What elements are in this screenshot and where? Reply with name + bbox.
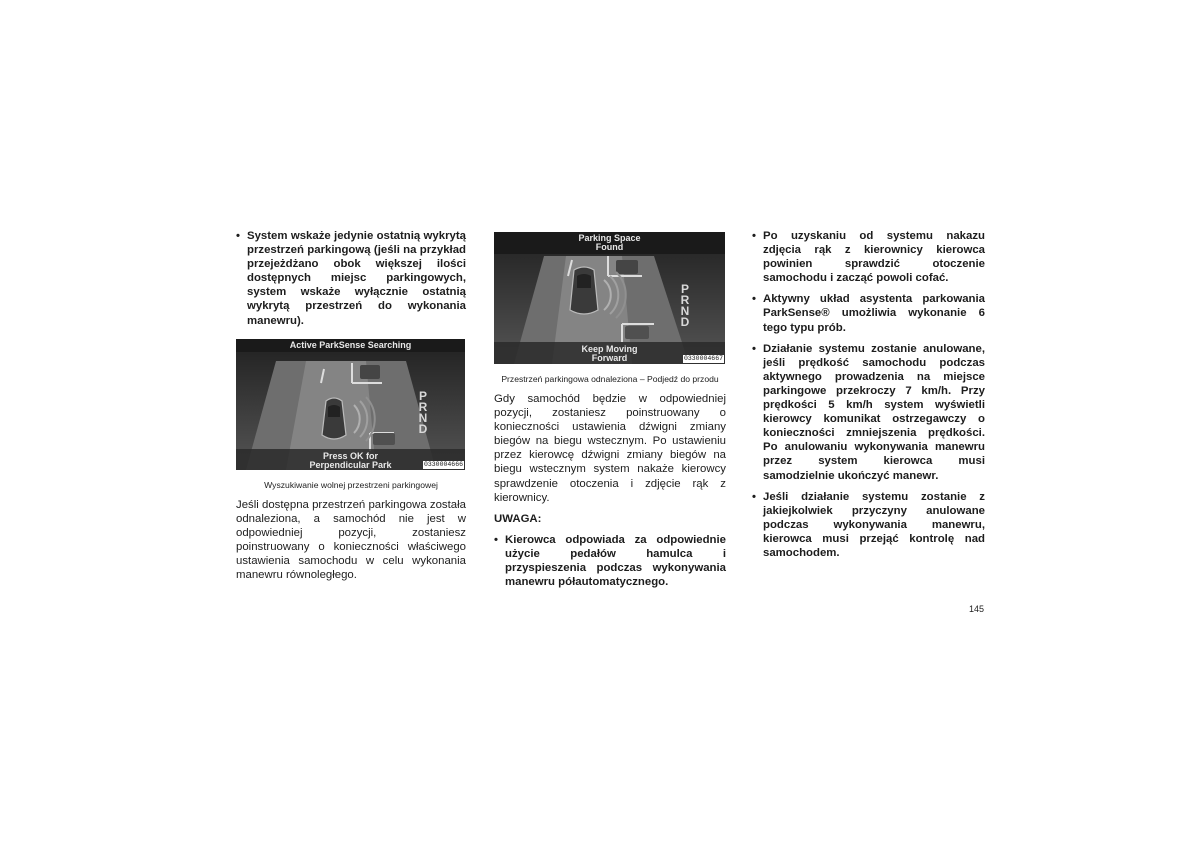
bullet-symbol: • — [752, 293, 756, 306]
bullet-text: Kierowca odpowiada za odpowiednie użycie pedałów hamulca i przyspieszenia podczas wykonywania manewru półautomatycznego. — [505, 533, 726, 589]
list-item — [752, 490, 985, 560]
figure-caption: Przestrzeń parkingowa odnaleziona – Podjedź do przodu — [501, 374, 719, 384]
gear-indicator — [679, 284, 691, 328]
bullet-symbol: • — [236, 230, 240, 242]
bullet-text: System wskaże jedynie ostatnią wykrytą przestrzeń parkingową (jeśli na przykład przejeżdżano obok większej ilości dostępnych miejsc parkingowych, system wskaże wyłącznie ostatnią wykrytą przestrzeń do wykonania manewru). — [247, 230, 466, 327]
display-top-label-line-1: Parking Space — [578, 233, 641, 243]
column-3 — [752, 229, 985, 567]
body-paragraph: Jeśli dostępna przestrzeń parkingowa została odnaleziona, a samochód nie jest w odpowiedniej pozycji, zostaniesz poinstruowany o konieczności właściwego ustawienia samochodu w celu wykonania manewru równoległego. — [236, 498, 466, 582]
list-item — [752, 342, 985, 483]
bullet-text: Działanie systemu zostanie anulowane, jeśli prędkość samochodu podczas aktywnego prowadzenia na miejsce parkingowe przekroczy 7 km/h. Przy prędkości 5 km/h system wyświetli kierowcy komunikat ostrzegawczy o konieczności zmniejszenia prędkości. Po anulowaniu wykonywania manewru przez system kierowca musi samodzielnie ukończyć manewr. — [763, 342, 985, 482]
bullet-symbol: • — [752, 342, 756, 355]
gear-indicator — [417, 388, 429, 436]
gear-d: D — [418, 421, 428, 436]
bullet-text: Po uzyskaniu od systemu nakazu zdjęcia rąk z kierownicy kierowca powinien sprawdzić otoczenie samochodu i zacząć powoli cofać. — [763, 230, 985, 285]
figure-parking-space-found — [494, 232, 725, 364]
display-top-label-line-2: Found — [595, 242, 624, 252]
gear-p: P — [418, 388, 427, 403]
bullet-text: Aktywny układ asystenta parkowania ParkSense® umożliwia wykonanie 6 tego typu prób. — [763, 293, 985, 334]
list-item — [752, 229, 985, 285]
list-item — [752, 292, 985, 334]
figure-caption: Wyszukiwanie wolnej przestrzeni parkingowej — [264, 479, 438, 490]
gear-p: P — [680, 282, 689, 296]
bullet-symbol: • — [494, 533, 498, 546]
figure-code: 0330004667 — [683, 355, 723, 362]
column-1 — [236, 229, 466, 582]
bullet-symbol: • — [752, 490, 756, 503]
gear-d: D — [680, 315, 690, 329]
display-top-label: Active ParkSense Searching — [289, 339, 412, 350]
bullet-list — [494, 533, 726, 589]
gear-n: N — [418, 410, 428, 425]
figure-code: 0330004666 — [423, 460, 463, 468]
list-item — [494, 533, 726, 589]
display-bottom-label-line-2: Forward — [591, 353, 628, 363]
display-bottom-label-line-1: Press OK for — [322, 450, 379, 461]
bullet-list — [236, 229, 466, 328]
bullet-text: Jeśli działanie systemu zostanie z jakiejkolwiek przyczyny anulowane podczas wykonywania manewru, kierowca musi przejąć kontrolę nad samochodem. — [763, 490, 985, 559]
note-heading: UWAGA: — [494, 512, 542, 525]
figure-parksense-searching — [236, 339, 465, 470]
page-number: 145 — [969, 604, 985, 614]
display-bottom-label-line-1: Keep Moving — [581, 344, 638, 354]
gear-r: R — [418, 399, 428, 414]
list-item — [236, 229, 466, 328]
gear-r: R — [680, 293, 690, 307]
body-paragraph: Gdy samochód będzie w odpowiedniej pozycji, zostaniesz poinstruowany o konieczności ustawienia dźwigni zmiany biegów na biegu wstecznym. Po ustawieniu przez kierowcę dźwigni zmiany biegów na biegu wstecznym system nakaże kierowcy sprawdzenie otoczenia i zdjęcie rąk z kierownicy. — [494, 393, 726, 504]
bullet-symbol: • — [752, 230, 756, 242]
gear-n: N — [680, 304, 690, 318]
column-2 — [494, 229, 726, 596]
bullet-list — [752, 229, 985, 560]
display-bottom-label-line-2: Perpendicular Park — [309, 459, 392, 470]
